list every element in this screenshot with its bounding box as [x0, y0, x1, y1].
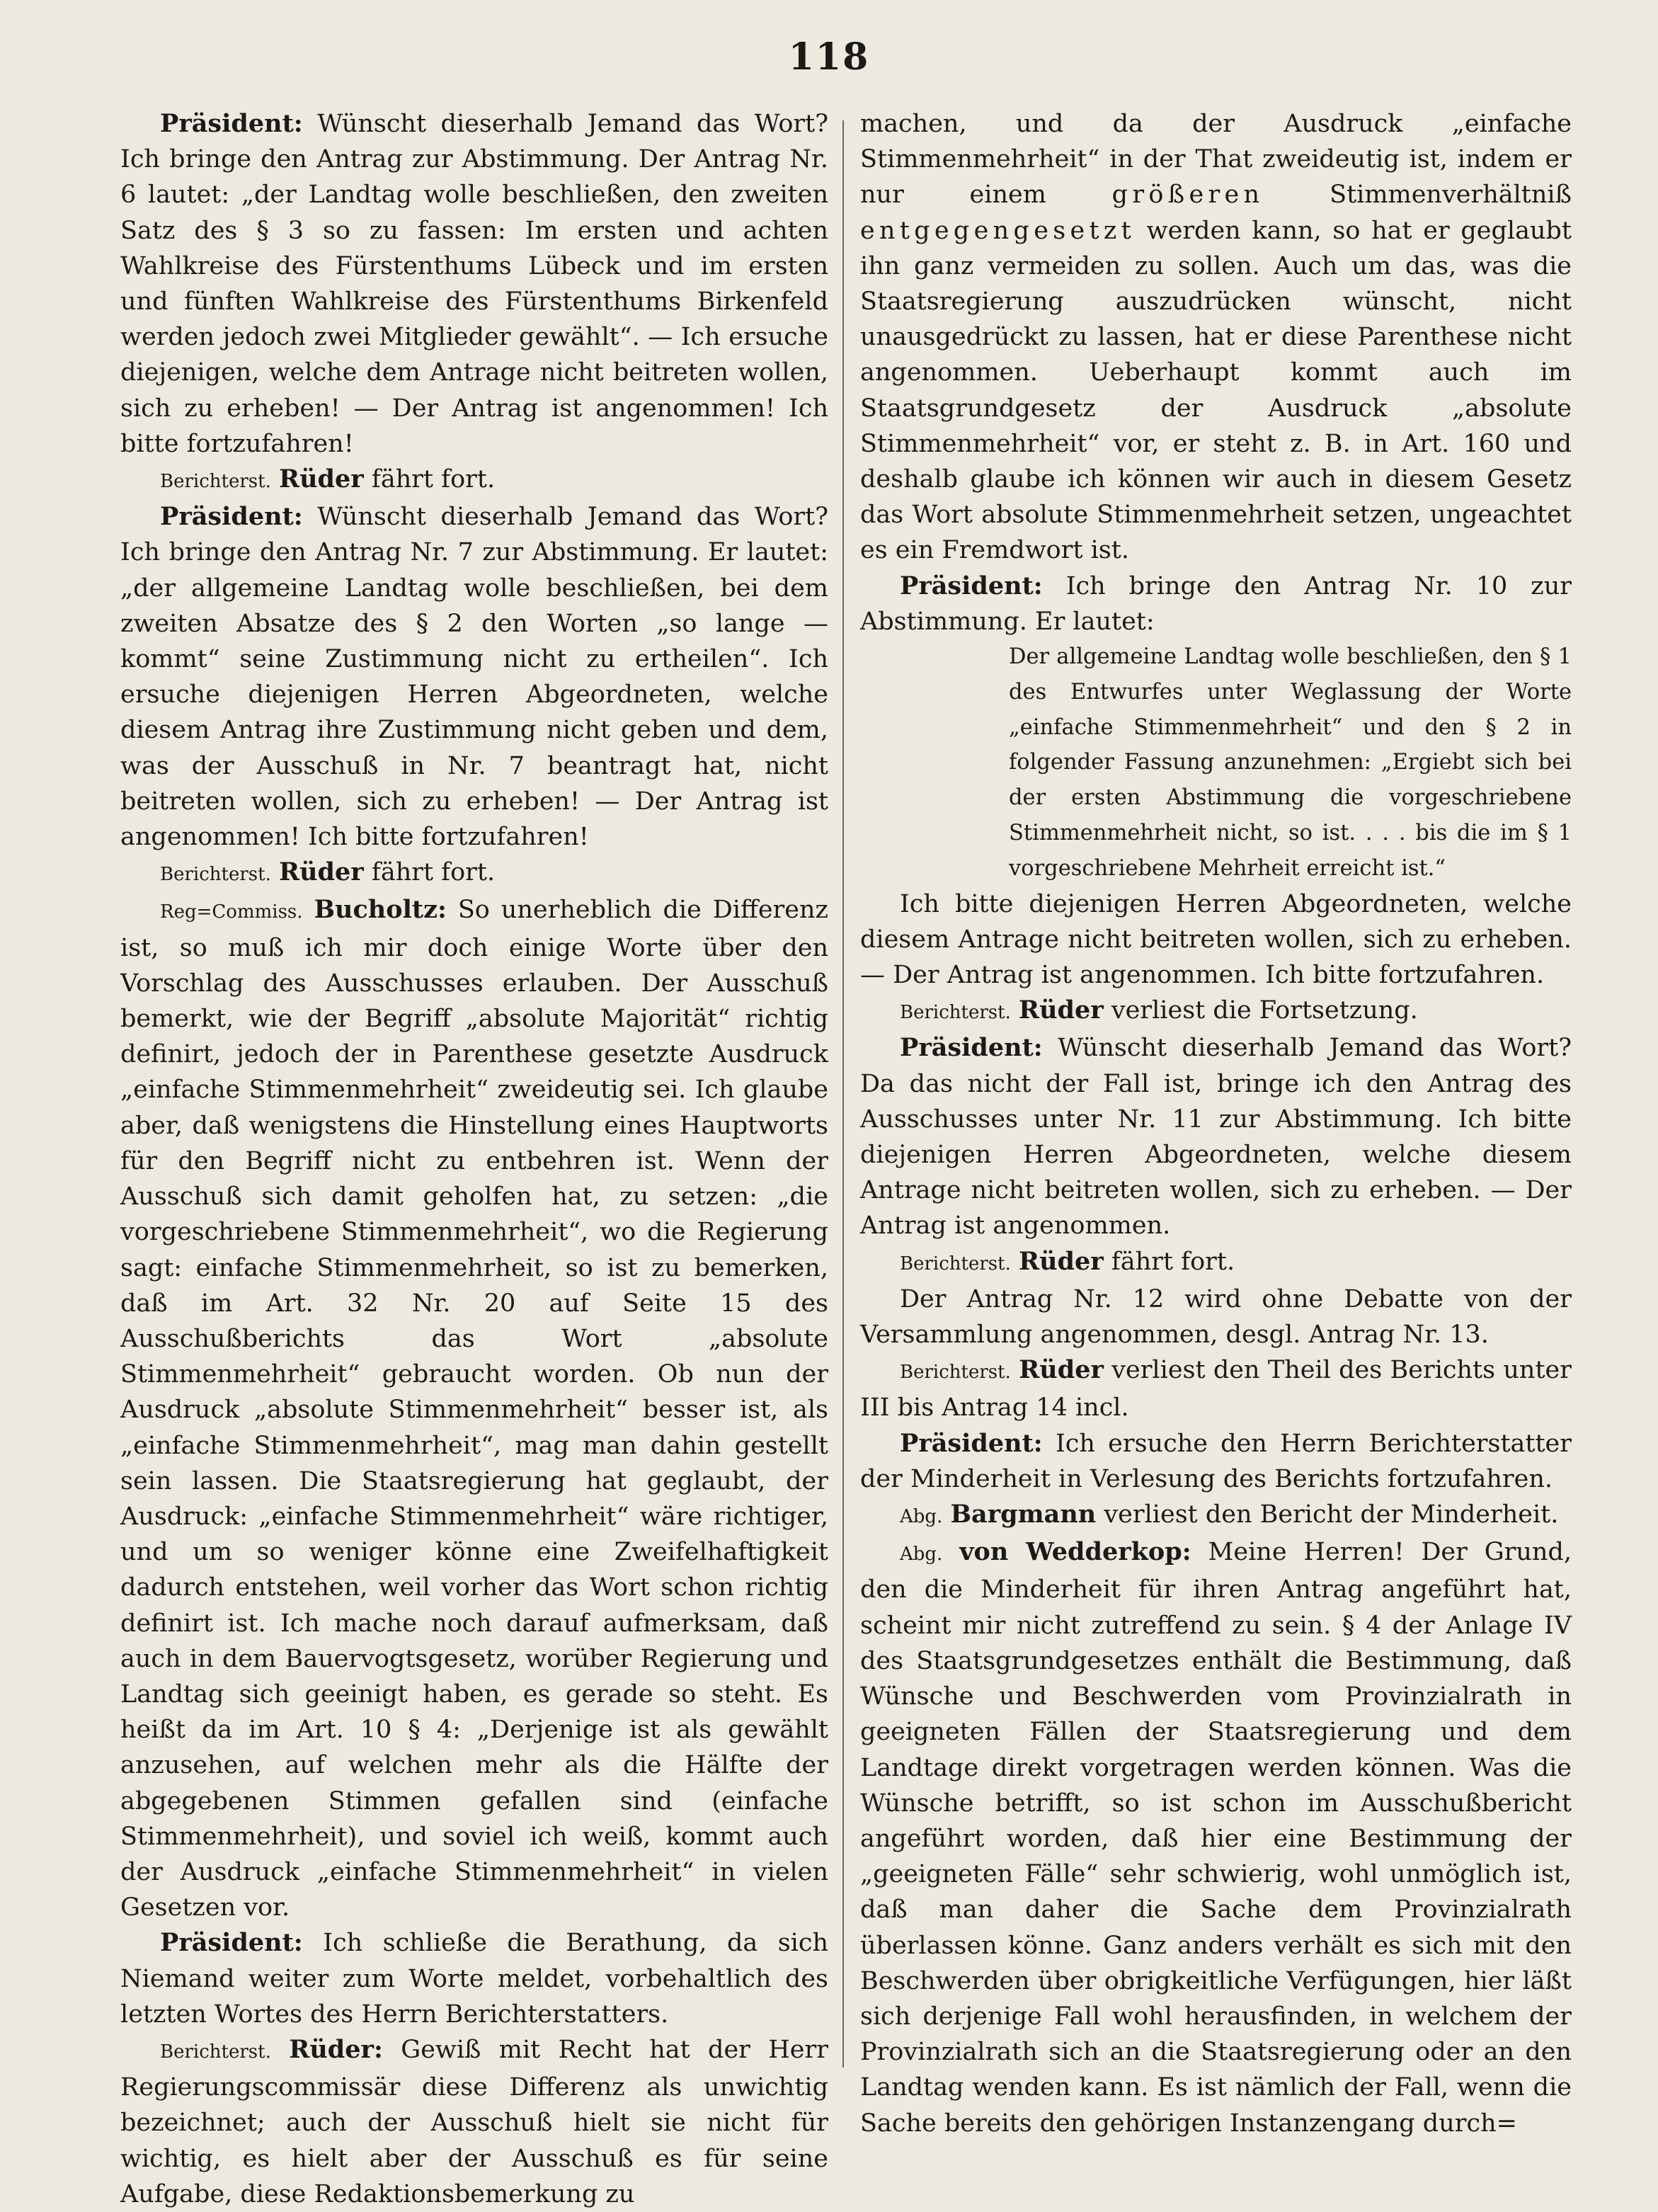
paragraph-text: Ich bringe den Antrag Nr. 10 zur Abstimmung. Er lautet:	[860, 571, 1572, 636]
speaker-role: Abg.	[900, 1506, 943, 1528]
paragraph	[120, 106, 828, 462]
speaker-name: Rüder	[279, 857, 364, 887]
right-column	[860, 106, 1572, 2141]
page-number: 118	[788, 35, 870, 79]
paragraph-text: Ich ersuche den Herrn Berichterstatter der Minderheit in Verlesung des Berichts fortzufahren.	[860, 1429, 1572, 1493]
speaker-name: Rüder:	[289, 2034, 383, 2064]
spaced-word: entgegengesetzt	[860, 216, 1136, 245]
paragraph	[860, 569, 1572, 639]
paragraph: Ich bitte diejenigen Herren Abgeordneten, welche diesem Antrage nicht beitreten wollen, sich zu erheben. — Der Antrag ist angenommen. Ich bitte fortzufahren.	[860, 889, 1572, 990]
paragraph-text: Wünscht dieserhalb Jemand das Wort? Ich bringe den Antrag zur Abstimmung. Der Antrag Nr. 6 lautet: „der Landtag wolle beschließen, den zweiten Satz des § 3 so zu fassen: Im ersten und achten Wahlkreise des Fürstenthums Lübeck und im ersten und fünften Wahlkreise des Fürstenthums Birkenfeld werden jedoch zwei Mitglieder gewählt“. — Ich ersuche diejenigen, welche dem Antrage nicht beitreten wollen, sich zu erheben! — Der Antrag ist angenommen! Ich bitte fortzufahren!	[120, 110, 828, 458]
speaker-name: Bucholtz:	[314, 895, 447, 925]
speaker-role: Berichterst.	[160, 2041, 271, 2063]
paragraph	[860, 1030, 1572, 1243]
speaker-name: Präsident:	[160, 1928, 303, 1958]
speaker-name: Bargmann	[950, 1500, 1097, 1529]
paragraph-text: fährt fort.	[371, 858, 496, 887]
paragraph-text: Wünscht dieserhalb Jemand das Wort? Ich bringe den Antrag Nr. 7 zur Abstimmung. Er lautet: „der allgemeine Landtag wolle beschließen, bei dem zweiten Absatze des § 2 den Worten „so lange — kommt“ seine Zustimmung nicht zu ertheilen“. Ich ersuche diejenigen Herren Abgeordneten, welche diesem Antrag ihre Zustimmung nicht geben und dem, was der Ausschuß in Nr. 7 beantragt hat, nicht beitreten wollen, sich zu erheben! — Der Antrag ist angenommen! Ich bitte fortzufahren!	[120, 503, 828, 852]
paragraph	[860, 993, 1572, 1030]
paragraph-text: werden kann, so hat er geglaubt ihn ganz vermeiden zu sollen. Auch um das, was die Staatsregierung auszudrücken wünscht, nicht unausgedrückt zu lassen, hat er diese Parenthese nicht angenommen. Ueberhaupt kommt auch im Staatsgrundgesetz der Ausdruck „absolute Stimmenmehrheit“ vor, er steht z. B. in Art. 160 und deshalb glaube ich können wir auch in diesem Gesetz das Wort absolute Stimmenmehrheit setzen, ungeachtet es ein Fremdwort ist.	[860, 216, 1572, 565]
paragraph	[120, 462, 828, 499]
speaker-name: Präsident:	[900, 1033, 1043, 1063]
speaker-name: Präsident:	[160, 502, 303, 532]
paragraph-text: verliest den Theil des Berichts unter III bis Antrag 14 incl.	[860, 1356, 1572, 1423]
column-divider	[842, 120, 844, 2068]
paragraph	[860, 106, 1572, 569]
paragraph	[860, 1534, 1572, 2140]
speaker-name: Präsident:	[900, 571, 1043, 600]
speaker-name: Rüder	[1019, 1355, 1104, 1385]
paragraph-text: Wünscht dieserhalb Jemand das Wort? Da das nicht der Fall ist, bringe ich den Antrag des Ausschusses unter Nr. 11 zur Abstimmung. Ich bitte diejenigen Herren Abgeordneten, welche diesem Antrage nicht beitreten wollen, sich zu erheben. — Der Antrag ist angenommen.	[860, 1034, 1572, 1241]
paragraph	[120, 2032, 828, 2212]
speaker-name: Rüder	[1019, 996, 1104, 1025]
paragraph-text: verliest den Bericht der Minderheit.	[1104, 1500, 1559, 1529]
paragraph-text: Stimmenverhältniß	[1330, 181, 1572, 210]
paragraph	[120, 892, 828, 1925]
paragraph	[860, 1497, 1572, 1534]
speaker-role: Berichterst.	[900, 1002, 1011, 1024]
speaker-role: Berichterst.	[900, 1362, 1011, 1384]
speaker-name: Präsident:	[160, 109, 303, 138]
paragraph	[860, 1352, 1572, 1425]
speaker-role: Abg.	[900, 1544, 943, 1566]
paragraph-text: So unerheblich die Differenz ist, so muß ich mir doch einige Worte über den Vorschlag des Ausschusses erlauben. Der Ausschuß bemerkt, wie der Begriff „absolute Majorität“ richtig definirt, jedoch der in Parenthese gesetzte Ausdruck „einfache Stimmenmehrheit“ zweideutig sei. Ich glaube aber, daß wenigstens die Hinstellung eines Hauptworts für den Begriff nicht zu entbehren ist. Wenn der Ausschuß sich damit geholfen hat, zu setzen: „die vorgeschriebene Stimmenmehrheit“, wo die Regierung sagt: einfache Stimmenmehrheit, so ist zu bemerken, daß im Art. 32 Nr. 20 auf Seite 15 des Ausschußberichts das Wort „absolute Stimmenmehrheit“ gebraucht worden. Ob nun der Ausdruck „absolute Stimmenmehrheit“ besser ist, als „einfache Stimmenmehrheit“, mag man dahin gestellt sein lassen. Die Staatsregierung hat geglaubt, der Ausdruck: „einfache Stimmenmehrheit“ wäre richtiger, und um so weniger könne eine Zweifelhaftigkeit dadurch entstehen, weil vorher das Wort schon richtig definirt ist. Ich mache noch darauf aufmerksam, daß auch in dem Bauervogtsgesetz, worüber Regierung und Landtag sich geeinigt haben, es gerade so steht. Es heißt da im Art. 10 § 4: „Derjenige ist als gewählt anzusehen, auf welchen mehr als die Hälfte der abgegebenen Stimmen gefallen sind (einfache Stimmenmehrheit), und soviel ich weiß, kommt auch der Ausdruck „einfache Stimmenmehrheit“ in vielen Gesetzen vor.	[120, 896, 828, 1922]
paragraph-text: verliest die Fortsetzung.	[1111, 996, 1418, 1025]
paragraph: Der Antrag Nr. 12 wird ohne Debatte von der Versammlung angenommen, desgl. Antrag Nr. 13.	[860, 1284, 1572, 1350]
paragraph	[120, 1925, 828, 2032]
speaker-name: Präsident:	[900, 1428, 1043, 1458]
paragraph	[120, 499, 828, 855]
speaker-name: von Wedderkop:	[959, 1537, 1191, 1567]
speaker-role: Reg=Commiss.	[160, 901, 303, 923]
spaced-word: größeren	[1111, 181, 1264, 210]
paragraph-text: Ich schließe die Berathung, da sich Niemand weiter zum Worte meldet, vorbehaltlich des letzten Wortes des Herrn Berichterstatters.	[120, 1929, 828, 2029]
paragraph-text: fährt fort.	[371, 465, 496, 494]
paragraph	[860, 1426, 1572, 1497]
paragraph-text: Meine Herren! Der Grund, den die Minderheit für ihren Antrag angeführt hat, scheint mir nicht zutreffend zu sein. § 4 der Anlage IV des Staatsgrundgesetzes enthält die Bestimmung, daß Wünsche und Beschwerden vom Provinzialrath in geeigneten Fällen der Staatsregierung und dem Landtage direkt vorgetragen werden können. Was die Wünsche betrifft, so ist schon im Ausschußbericht angeführt worden, daß hier eine Bestimmung der „geeigneten Fälle“ sehr schwierig, wohl unmöglich ist, daß man daher die Sache dem Provinzialrath überlassen könne. Ganz anders verhält es sich mit den Beschwerden über obrigkeitliche Verfügungen, hier läßt sich derjenige Fall wohl herausfinden, in welchem der Provinzialrath sich an die Staatsregierung oder an den Landtag wenden kann. Es ist nämlich der Fall, wenn die Sache bereits den gehörigen Instanzengang durch=	[860, 1538, 1572, 2138]
quoted-motion: Der allgemeine Landtag wolle beschließen, den § 1 des Entwurfes unter Weglassung der Worte „einfache Stimmenmehrheit“ und den § 2 in folgender Fassung anzunehmen: „Ergiebt sich bei der ersten Abstimmung die vorgeschriebene Stimmenmehrheit nicht, so ist. . . . bis die im § 1 vorgeschriebene Mehrheit erreicht ist.“	[1009, 644, 1572, 881]
paragraph-text: fährt fort.	[1111, 1247, 1235, 1276]
paragraph	[860, 1244, 1572, 1282]
paragraph-text: Gewiß mit Recht hat der Herr Regierungscommissär diese Differenz als unwichtig bezeichnet; auch der Ausschuß hielt sie nicht für wichtig, es hielt aber der Ausschuß es für seine Aufgabe, diese Redaktionsbemerkung zu	[120, 2035, 828, 2208]
speaker-role: Berichterst.	[900, 1253, 1011, 1275]
paragraph	[120, 855, 828, 892]
paragraph-text: machen, und da der Ausdruck „einfache Stimmenmehrheit“ in der That zweideutig ist, indem er nur einem	[860, 110, 1572, 210]
speaker-role: Berichterst.	[160, 471, 271, 493]
speaker-name: Rüder	[279, 464, 364, 494]
left-column	[120, 106, 828, 2212]
speaker-role: Berichterst.	[160, 864, 271, 886]
speaker-name: Rüder	[1019, 1246, 1104, 1276]
